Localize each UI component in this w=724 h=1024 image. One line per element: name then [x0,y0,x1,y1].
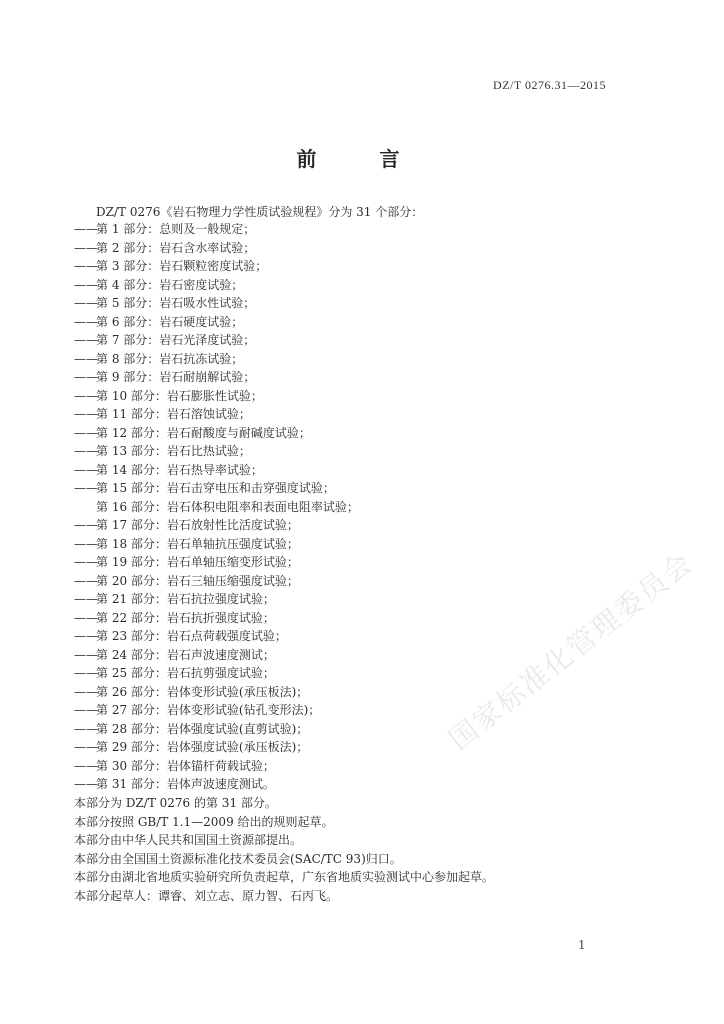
list-item-text: 第 16 部分：岩石体积电阻率和表面电阻率试验； [96,499,359,514]
list-item-text: 第 20 部分：岩石三轴压缩强度试验； [96,573,299,588]
list-dash: —— [74,314,98,329]
list-item [74,239,359,258]
list-dash: —— [74,425,98,440]
list-dash: —— [74,277,98,292]
list-item-text: 第 26 部分：岩体变形试验(承压板法)； [96,684,309,699]
list-dash: —— [74,592,98,606]
list-dash: —— [74,555,98,569]
list-dash: —— [74,296,98,310]
list-item-text: 第 9 部分：岩石耐崩解试验； [96,370,256,384]
list-dash: —— [74,740,98,754]
list-item-text: 第 5 部分：岩石吸水性试验； [96,296,256,310]
list-item [74,720,359,739]
list-item-text: 第 23 部分：岩石点荷载强度试验； [96,629,287,643]
list-dash: —— [74,407,98,421]
list-dash: —— [74,536,98,551]
list-dash: —— [74,684,98,699]
closing-paragraph: 本部分按照 GB/T 1.1—2009 给出的规则起草。 [74,814,334,829]
list-item [74,276,359,295]
list-dash: —— [74,629,98,643]
list-item [74,461,359,480]
list-item-text: 第 17 部分：岩石放射性比活度试验； [96,518,299,532]
list-item [74,683,359,702]
list-dash: —— [74,259,98,273]
list-item [74,313,359,332]
list-dash: —— [74,777,98,791]
list-item-text: 第 8 部分：岩石抗冻试验； [96,351,244,366]
list-dash: —— [74,666,98,680]
list-item [74,257,359,276]
list-item [74,220,359,239]
list-dash: —— [74,462,98,477]
list-dash: —— [74,758,98,773]
list-item-text: 第 29 部分：岩体强度试验(承压板法)； [96,740,309,754]
list-item [74,479,359,498]
watermark: 国家标准化管理委员会 [442,545,700,757]
list-item-text: 第 28 部分：岩体强度试验(直剪试验)； [96,721,309,736]
list-item-text: 第 30 部分：岩体锚杆荷载试验； [96,758,275,773]
list-item [74,664,359,683]
list-item-text: 第 2 部分：岩石含水率试验； [96,240,256,255]
closing-section [74,794,494,905]
list-item-text: 第 22 部分：岩石抗折强度试验； [96,610,275,625]
list-item-text: 第 25 部分：岩石抗剪强度试验； [96,666,275,680]
list-item [74,368,359,387]
list-item [74,646,359,665]
list-item-text: 第 21 部分：岩石抗拉强度试验； [96,592,275,606]
list-item [74,331,359,350]
list-item-text: 第 3 部分：岩石颗粒密度试验； [96,259,268,273]
list-item [74,609,359,628]
list-dash: —— [74,481,98,495]
list-item-text: 第 12 部分：岩石耐酸度与耐碱度试验； [96,425,311,440]
list-dash: —— [74,610,98,625]
list-dash: —— [74,333,98,347]
list-dash: —— [74,240,98,255]
list-dash: —— [74,444,98,458]
list-item [74,350,359,369]
list-item-text: 第 15 部分：岩石击穿电压和击穿强度试验； [96,481,335,495]
list-dash: —— [74,351,98,366]
list-item-text: 第 14 部分：岩石热导率试验； [96,462,263,477]
page-number: 1 [578,938,586,952]
list-item [74,553,359,572]
list-item-text: 第 13 部分：岩石比热试验； [96,444,251,458]
closing-paragraph: 本部分为 DZ/T 0276 的第 31 部分。 [74,796,277,810]
list-item [74,516,359,535]
closing-paragraph: 本部分由全国国土资源标准化技术委员会(SAC/TC 93)归口。 [74,851,402,866]
list-item [74,535,359,554]
list-item-text: 第 1 部分：总则及一般规定； [96,222,256,236]
list-dash: —— [74,518,98,532]
list-item [74,424,359,443]
list-item-text: 第 27 部分：岩体变形试验(钻孔变形法)； [96,703,321,717]
list-item [74,294,359,313]
list-item [74,405,359,424]
list-item [74,701,359,720]
list-dash: —— [74,222,98,236]
list-item [74,442,359,461]
list-item-text: 第 19 部分：岩石单轴压缩变形试验； [96,555,299,569]
list-dash: —— [74,370,98,384]
intro-paragraph: DZ/T 0276《岩石物理力学性质试验规程》分为 31 个部分： [96,205,424,219]
list-item-text: 第 31 部分：岩体声波速度测试。 [96,777,275,791]
list-item-text: 第 24 部分：岩石声波速度测试； [96,647,275,662]
list-dash: —— [74,721,98,736]
list-item [74,757,359,776]
list-item [74,387,359,406]
list-dash: —— [74,388,98,403]
list-item [74,627,359,646]
list-item [74,738,359,757]
list-item [74,498,359,517]
list-item-text: 第 11 部分：岩石溶蚀试验； [96,407,251,421]
standard-code: DZ/T 0276.31—2015 [493,78,606,92]
closing-paragraph: 本部分由中华人民共和国国土资源部提出。 [74,833,303,847]
list-dash: —— [74,647,98,662]
list-item-text: 第 10 部分：岩石膨胀性试验； [96,388,263,403]
closing-paragraph: 本部分由湖北省地质实验研究所负责起草，广东省地质实验测试中心参加起草。 [74,870,495,884]
list-item [74,590,359,609]
closing-paragraph: 本部分起草人：谭睿、刘立志、原力智、石丙飞。 [74,888,339,903]
list-item-text: 第 7 部分：岩石光泽度试验； [96,333,256,347]
list-dash: —— [74,703,98,717]
list-dash: —— [74,573,98,588]
parts-list [74,220,359,794]
list-item-text: 第 18 部分：岩石单轴抗压强度试验； [96,536,299,551]
list-item-text: 第 4 部分：岩石密度试验； [96,277,244,292]
list-item [74,572,359,591]
list-item [74,775,359,794]
list-item-text: 第 6 部分：岩石硬度试验； [96,314,244,329]
page-title: 前 言 [296,147,428,171]
